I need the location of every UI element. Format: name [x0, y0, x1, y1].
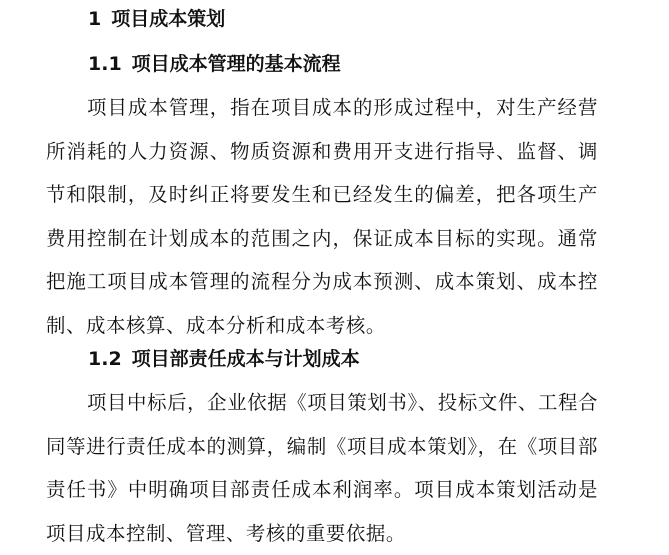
subsection-heading-1-1 [88, 51, 341, 77]
subsection-number: 1.1 [88, 53, 122, 75]
subsection-title: 项目成本管理的基本流程 [131, 53, 341, 75]
subsection-title: 项目部责任成本与计划成本 [131, 348, 360, 370]
section-title: 项目成本策划 [111, 8, 226, 30]
paragraph-cost-management: 项目成本管理，指在项目成本的形成过程中，对生产经营所消耗的人力资源、物质资源和费用开支进行指导、监督、调节和限制，及时纠正将要发生和已经发生的偏差，把各项生产费用控制在计划成本的范围之内，保证成本目标的实现。通常把施工项目成本管理的流程分为成本预测、成本策划、成本控制、成本核算、成本分析和成本考核。 [46, 96, 598, 337]
paragraph-responsibility-cost: 项目中标后，企业依据《项目策划书》、投标文件、工程合同等进行责任成本的测算，编制《项目成本策划》，在《项目部责任书》中明确项目部责任成本利润率。项目成本策划活动是项目成本控制、管理、考核的重要依据。 [46, 391, 598, 545]
section-number: 1 [88, 8, 102, 30]
subsection-heading-1-2 [88, 346, 360, 372]
subsection-number: 1.2 [88, 348, 122, 370]
section-heading [88, 6, 225, 32]
